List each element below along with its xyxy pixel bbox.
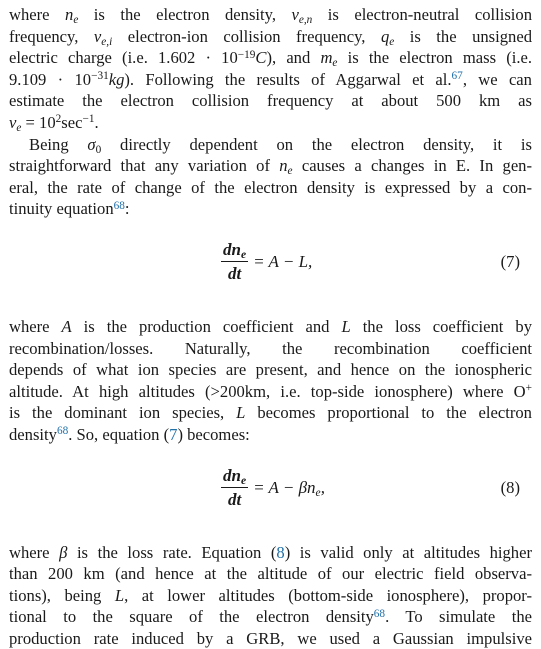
text-run: = 10 [21,113,55,132]
text-run: 9.109 · 10 [9,70,91,89]
article-page [9,4,532,649]
symbol-nu: ν [94,27,101,46]
fraction-numerator [221,466,248,488]
text-run: is the dominant ion species, [9,403,236,422]
text-line: than 200 km (and hence at the altitude of our electric field observa- [9,563,532,585]
fraction-denominator: dt [228,262,241,285]
paragraph-continuity-intro [9,134,532,156]
text-run: electric charge (i.e. 1.602 · 10 [9,48,238,67]
equation-number-7: (7) [501,252,520,272]
equation-number-8: (8) [501,478,520,498]
text-run: where [9,317,62,336]
subscript-e: e [389,36,394,48]
subscript-en: e,n [299,14,312,26]
subscript-ei: e,i [101,36,112,48]
subscript-e: e [316,486,321,499]
text-run: is the production coefficient and [72,317,342,336]
citation-link-67[interactable]: 67 [452,70,463,82]
paragraph-continuity-intro-cont [9,155,532,220]
text-run: . So, equation ( [68,425,169,444]
symbol-L: L [341,317,350,336]
fraction-denominator: dt [228,488,241,511]
symbol-n: n [65,5,73,24]
text-run: tinuity equation [9,199,114,218]
text-line: estimate the electron collision frequency at about 500 km as [9,90,532,112]
equation-rhs [253,478,325,498]
symbol-L: L [236,403,245,422]
text-run: tional to the square of the electron density [9,607,374,626]
rhs-text: = A − βn [253,478,315,497]
symbol-beta: β [59,543,67,562]
text-run: directly dependent on the electron density, it is [101,135,532,154]
equation-8-body [221,466,325,511]
text-run: ), and [266,48,320,67]
text-run: . To simulate the [385,607,532,626]
text-run: is the electron density, [78,5,291,24]
symbol-q: q [381,27,389,46]
subscript-e: e [241,248,246,261]
text-run: the loss coefficient by [351,317,532,336]
symbol-m: m [320,48,332,67]
equation-link-7[interactable]: 7 [169,425,177,444]
numerator-dn: dn [223,240,241,259]
rhs-comma: , [321,478,325,497]
text-line: recombination/losses. Naturally, the recombination coefficient [9,338,532,360]
equation-7 [9,236,532,298]
paragraph-loss-rate [9,542,532,649]
symbol-L: L [115,586,124,605]
symbol-n: n [279,156,287,175]
subscript-e: e [332,57,337,69]
subscript-e: e [288,165,293,177]
text-run: density [9,425,57,444]
fraction-dne-dt [221,466,248,511]
fraction-dne-dt [221,240,248,285]
citation-link-68[interactable]: 68 [57,425,68,437]
citation-link-68[interactable]: 68 [374,608,385,620]
symbol-sigma: σ [87,135,95,154]
equation-link-8[interactable]: 8 [276,543,284,562]
text-run: is the unsigned [394,27,532,46]
text-run: frequency, [9,27,94,46]
text-run: is the loss rate. Equation ( [67,543,276,562]
paragraph-collision-frequency [9,4,532,134]
symbol-nu: ν [9,113,16,132]
text-line: eral, the rate of change of the electron density is expressed by a con- [9,177,532,199]
text-run: ) becomes: [177,425,249,444]
equation-rhs: = A − L, [253,252,312,272]
citation-link-68[interactable]: 68 [114,200,125,212]
text-run: ) is valid only at altitudes higher [285,543,532,562]
equation-7-body [221,240,312,285]
subscript-e: e [16,122,21,134]
exponent: 2 [56,113,62,125]
text-line: production rate induced by a GRB, we used a Gaussian impulsive [9,628,532,649]
text-run: is the electron mass (i.e. [337,48,532,67]
text-run: , we can [463,70,532,89]
exponent: −19 [238,49,256,61]
symbol-nu: ν [291,5,298,24]
text-run: : [125,199,130,218]
text-run: straightforward that any variation of [9,156,279,175]
text-run: ). Following the results of Aggarwal et al. [124,70,451,89]
fraction-numerator [221,240,248,262]
text-line: depends of what ion species are present, and hence on the ionospheric [9,359,532,381]
text-run: sec [61,113,82,132]
superscript-plus: + [526,382,532,394]
subscript-e: e [73,14,78,26]
equation-8 [9,462,532,524]
exponent: −1 [82,113,94,125]
text-run: . [94,113,98,132]
symbol-A: A [62,317,72,336]
text-run: , at lower altitudes (bottom-side ionosphere), propor- [124,586,532,605]
text-run: causes a changes in E. In gen- [293,156,532,175]
text-run: where [9,543,59,562]
exponent: −31 [91,70,109,82]
text-run: Being [29,135,87,154]
paragraph-recombination [9,316,532,446]
text-run: is electron-neutral collision [312,5,532,24]
unit-coulomb: C [255,48,266,67]
subscript-0: 0 [96,144,102,156]
text-run: where [9,5,65,24]
text-run: electron-ion collision frequency, [112,27,381,46]
text-run: altitude. At high altitudes (>200km, i.e. top-side ionosphere) where O [9,382,526,401]
text-run: becomes proportional to the electron [245,403,532,422]
subscript-e: e [241,474,246,487]
text-run: tions), being [9,586,115,605]
unit-kilogram: kg [109,70,125,89]
numerator-dn: dn [223,466,241,485]
